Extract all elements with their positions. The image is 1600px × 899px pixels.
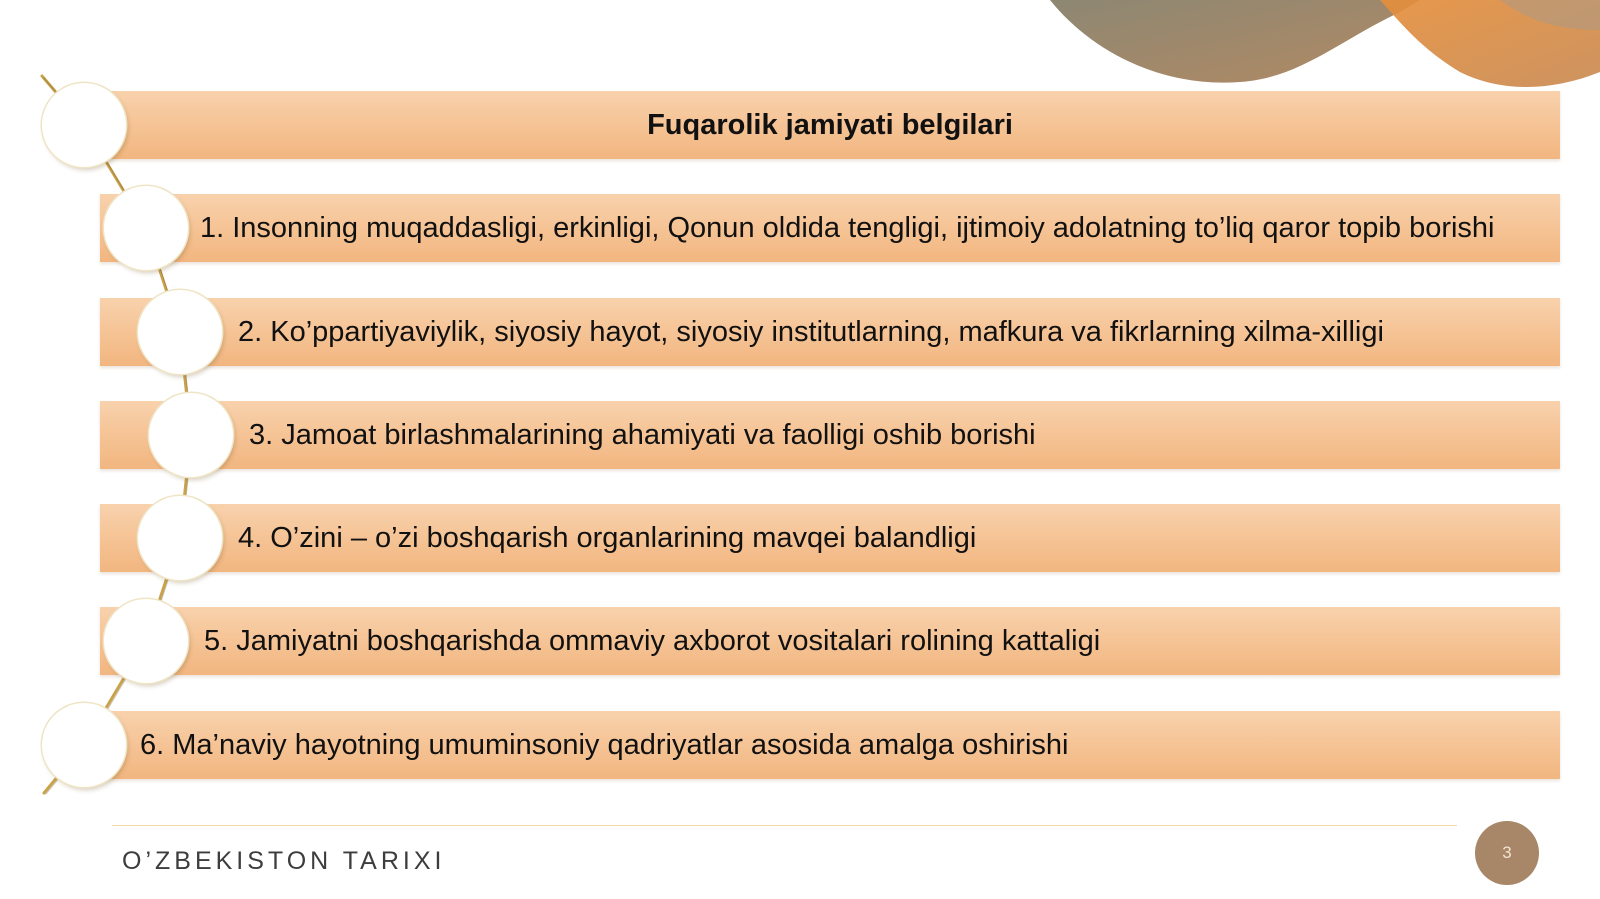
list-item-text: 6. Ma’naviy hayotning umuminsoniy qadriyatlar asosida amalga oshirishi <box>140 729 1069 761</box>
timeline-circle <box>42 703 126 787</box>
list-item <box>100 504 1560 572</box>
list-item-text: 5. Jamiyatni boshqarishda ommaviy axborot vositalari rolining kattaligi <box>204 625 1101 657</box>
top-right-blob-gray <box>1050 0 1420 83</box>
list-item-text: 1. Insonning muqaddasligi, erkinligi, Qonun oldida tengligi, ijtimoiy adolatning to’liq qaror topib borishi <box>200 212 1495 244</box>
list-item-text: 4. O’zini – o’zi boshqarish organlarining mavqei balandligi <box>238 522 977 554</box>
list-item <box>100 711 1560 779</box>
footer-course-title: O’ZBEKISTON TARIXI <box>122 847 446 875</box>
timeline-circle <box>138 496 222 580</box>
title-bar <box>100 91 1560 159</box>
timeline-circle <box>104 186 188 270</box>
list-item <box>100 401 1560 469</box>
list-item-text: 3. Jamoat birlashmalarining ahamiyati va faolligi oshib borishi <box>249 419 1036 451</box>
timeline-circle <box>104 599 188 683</box>
timeline-circle <box>42 83 126 167</box>
page-number: 3 <box>1502 843 1512 862</box>
list-item <box>100 194 1560 262</box>
timeline-circle <box>138 290 222 374</box>
footer-divider <box>112 825 1457 826</box>
timeline-circle <box>149 393 233 477</box>
list-item <box>100 607 1560 675</box>
top-right-blob-orange <box>1380 0 1600 87</box>
list-item <box>100 298 1560 366</box>
list-item-text: 2. Ko’ppartiyaviylik, siyosiy hayot, siyosiy institutlarning, mafkura va fikrlarning xilma-xilligi <box>238 316 1384 348</box>
page-number-badge <box>1475 821 1539 885</box>
slide-title: Fuqarolik jamiyati belgilari <box>647 109 1013 141</box>
top-right-blob-light <box>1500 0 1600 30</box>
